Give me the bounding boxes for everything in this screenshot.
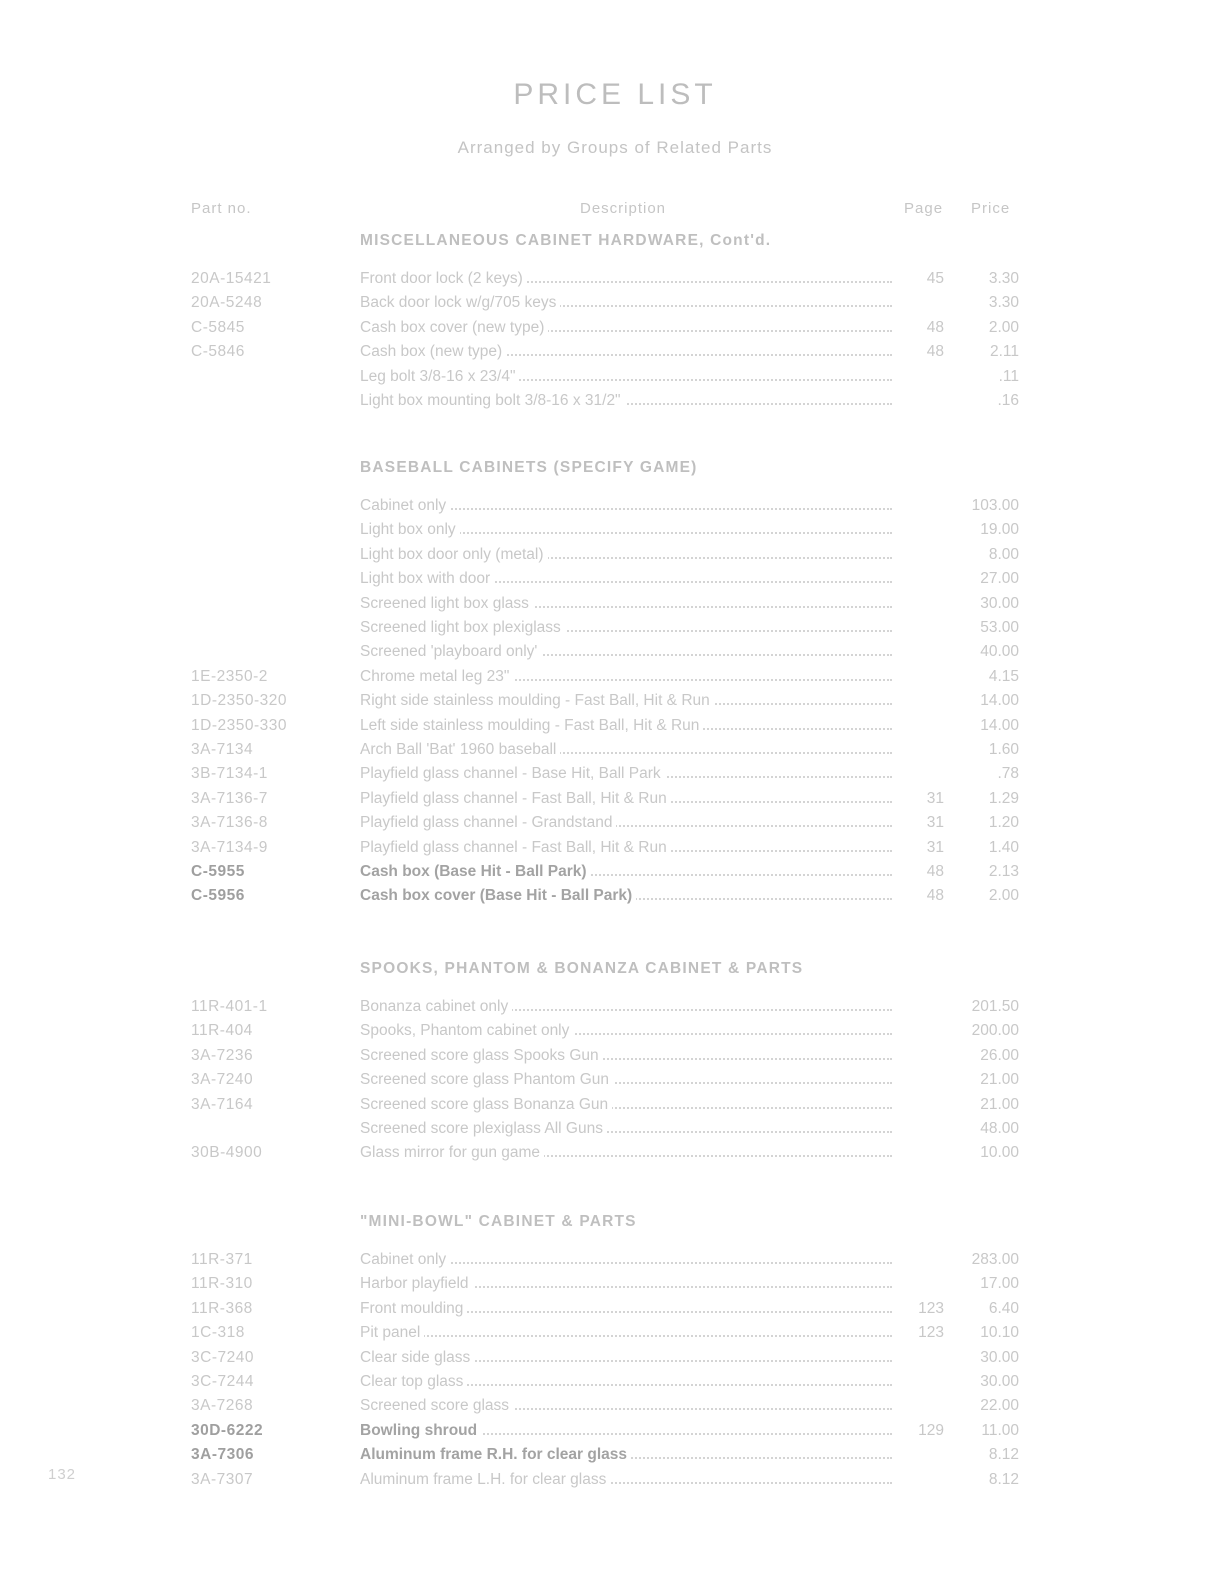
- price-row: [191, 1120, 1031, 1142]
- part-description-cell: [360, 619, 896, 637]
- part-description: Light box only: [360, 521, 460, 538]
- price-value: 103.00: [971, 497, 1019, 514]
- page-reference: 48: [926, 318, 944, 336]
- part-description-cell: [360, 1446, 896, 1464]
- price-value: 14.00: [980, 692, 1019, 710]
- part-number: 11R-401-1: [191, 998, 268, 1015]
- part-number: 3A-7164: [191, 1095, 254, 1113]
- price-value: 1.60: [988, 741, 1019, 758]
- part-description-cell: [360, 765, 896, 783]
- price-value: 8.12: [988, 1446, 1019, 1464]
- page-subtitle: Arranged by Groups of Related Parts: [457, 138, 773, 157]
- price-value: 283.00: [971, 1251, 1019, 1268]
- part-description: Screened light box plexiglass: [360, 619, 565, 636]
- price-row: [191, 998, 1031, 1020]
- page-title: PRICE LIST: [513, 78, 717, 111]
- part-description: Screened score glass Spooks Gun: [360, 1047, 603, 1064]
- part-number: 3A-7134: [191, 741, 254, 758]
- price-value: 22.00: [980, 1397, 1019, 1415]
- price-row: [191, 790, 1031, 812]
- part-description-cell: [360, 497, 896, 515]
- price-value: 53.00: [980, 619, 1019, 636]
- price-value: .16: [997, 392, 1019, 409]
- part-description: Cash box cover (new type): [360, 319, 548, 336]
- part-description: Aluminum frame L.H. for clear glass: [360, 1471, 610, 1488]
- price-row: [191, 668, 1031, 690]
- price-row: [191, 717, 1031, 739]
- section-title: SPOOKS, PHANTOM & BONANZA CABINET & PARTS: [360, 960, 804, 977]
- part-description-cell: [360, 1047, 896, 1065]
- part-description: Clear side glass: [360, 1349, 474, 1366]
- part-number: C-5846: [191, 343, 245, 361]
- column-header-description: Description: [580, 200, 667, 217]
- part-number: C-5845: [191, 318, 245, 336]
- page-reference: 48: [926, 343, 944, 361]
- price-value: 19.00: [980, 521, 1019, 539]
- part-description: Arch Ball 'Bat' 1960 baseball: [360, 741, 560, 758]
- price-row: [191, 643, 1031, 665]
- part-description-cell: [360, 595, 896, 613]
- price-row: [191, 595, 1031, 617]
- part-number: 20A-5248: [191, 294, 263, 312]
- price-row: [191, 814, 1031, 836]
- page-reference: 45: [926, 270, 944, 287]
- part-description-cell: [360, 1349, 896, 1367]
- part-description-cell: [360, 790, 896, 808]
- price-row: [191, 521, 1031, 543]
- price-value: 21.00: [980, 1071, 1019, 1089]
- page-reference: 129: [918, 1421, 944, 1439]
- part-description-cell: [360, 717, 896, 735]
- part-description-cell: [360, 1144, 896, 1162]
- part-description: Leg bolt 3/8-16 x 23/4": [360, 368, 519, 385]
- price-value: 10.00: [980, 1144, 1019, 1162]
- column-header-page: Page: [904, 200, 944, 217]
- part-number: 1C-318: [191, 1324, 245, 1342]
- column-header-part: Part no.: [191, 200, 252, 217]
- part-number: 11R-368: [191, 1299, 253, 1317]
- part-description-cell: [360, 270, 896, 288]
- part-number: 30D-6222: [191, 1421, 264, 1439]
- part-description: Back door lock w/g/705 keys: [360, 294, 560, 311]
- part-number: 30B-4900: [191, 1144, 263, 1162]
- part-number: 3A-7136-7: [191, 789, 268, 807]
- part-description: Cash box (Base Hit - Ball Park): [360, 863, 591, 880]
- part-number: 3A-7306: [191, 1446, 254, 1464]
- part-description: Screened 'playboard only': [360, 643, 541, 660]
- part-description-cell: [360, 1251, 896, 1269]
- part-description: Harbor playfield: [360, 1275, 473, 1292]
- part-description: Light box with door: [360, 570, 494, 587]
- price-value: 2.00: [988, 318, 1019, 336]
- page-number: 132: [48, 1466, 77, 1483]
- price-value: 201.50: [971, 998, 1019, 1015]
- price-row: [191, 294, 1031, 316]
- price-value: 10.10: [980, 1324, 1019, 1342]
- page-reference: 48: [926, 887, 944, 905]
- part-number: 20A-15421: [191, 270, 272, 287]
- part-description: Cabinet only: [360, 497, 450, 514]
- price-value: 27.00: [980, 570, 1019, 588]
- part-description-cell: [360, 1397, 896, 1415]
- price-value: 8.12: [988, 1470, 1019, 1488]
- part-description: Cash box cover (Base Hit - Ball Park): [360, 887, 636, 904]
- part-description-cell: [360, 814, 896, 832]
- price-value: 3.30: [988, 270, 1019, 287]
- page-reference: 31: [926, 838, 944, 856]
- price-row: [191, 1047, 1031, 1069]
- price-row: [191, 1349, 1031, 1371]
- part-description: Playfield glass channel - Fast Ball, Hit & Run: [360, 790, 671, 807]
- price-row: [191, 1422, 1031, 1444]
- page-reference: 123: [918, 1299, 944, 1317]
- part-description-cell: [360, 1422, 896, 1440]
- price-row: [191, 839, 1031, 861]
- part-description-cell: [360, 1471, 896, 1489]
- part-description: Light box mounting bolt 3/8-16 x 31/2": [360, 392, 625, 409]
- price-value: 2.11: [989, 343, 1019, 361]
- part-description-cell: [360, 863, 896, 881]
- part-description: Light box door only (metal): [360, 546, 548, 563]
- page-reference: 31: [926, 789, 944, 807]
- part-description: Left side stainless moulding - Fast Ball, Hit & Run: [360, 717, 703, 734]
- price-row: [191, 1300, 1031, 1322]
- part-number: 3A-7307: [191, 1470, 254, 1488]
- price-value: 14.00: [980, 716, 1019, 734]
- part-description-cell: [360, 521, 896, 539]
- part-description-cell: [360, 692, 896, 710]
- part-description-cell: [360, 368, 896, 386]
- price-value: 2.13: [988, 863, 1019, 880]
- price-value: 17.00: [980, 1275, 1019, 1293]
- part-description-cell: [360, 319, 896, 337]
- price-row: [191, 1251, 1031, 1273]
- part-description: Bowling shroud: [360, 1422, 481, 1439]
- price-value: 48.00: [980, 1120, 1019, 1137]
- part-description: Playfield glass channel - Fast Ball, Hit & Run: [360, 839, 671, 856]
- part-number: 3A-7240: [191, 1071, 254, 1089]
- price-row: [191, 570, 1031, 592]
- part-description: Front door lock (2 keys): [360, 270, 527, 287]
- part-description-cell: [360, 668, 896, 686]
- price-row: [191, 863, 1031, 885]
- part-description: Right side stainless moulding - Fast Ball, Hit & Run: [360, 692, 714, 709]
- price-row: [191, 270, 1031, 292]
- price-value: 200.00: [971, 1022, 1019, 1040]
- section-title: MISCELLANEOUS CABINET HARDWARE, Cont'd.: [360, 232, 772, 249]
- part-description: Cabinet only: [360, 1251, 450, 1268]
- price-row: [191, 765, 1031, 787]
- part-number: 11R-404: [191, 1022, 253, 1040]
- price-value: 30.00: [980, 1373, 1019, 1390]
- price-row: [191, 1275, 1031, 1297]
- part-description-cell: [360, 1071, 896, 1089]
- price-row: [191, 1471, 1031, 1493]
- price-value: 3.30: [988, 294, 1019, 312]
- part-description: Pit panel: [360, 1324, 424, 1341]
- part-description-cell: [360, 839, 896, 857]
- price-value: 26.00: [980, 1046, 1019, 1064]
- part-description-cell: [360, 741, 896, 759]
- column-header-price: Price: [971, 200, 1011, 217]
- page-reference: 123: [918, 1324, 944, 1342]
- price-row: [191, 1373, 1031, 1395]
- part-description: Screened score glass Bonanza Gun: [360, 1096, 612, 1113]
- part-description: Clear top glass: [360, 1373, 467, 1390]
- price-row: [191, 1096, 1031, 1118]
- price-value: 8.00: [988, 545, 1019, 563]
- price-value: 30.00: [980, 594, 1019, 612]
- section-title: "MINI-BOWL" CABINET & PARTS: [360, 1213, 637, 1230]
- price-row: [191, 1144, 1031, 1166]
- price-row: [191, 887, 1031, 909]
- part-description: Chrome metal leg 23": [360, 668, 513, 685]
- price-row: [191, 692, 1031, 714]
- part-description: Playfield glass channel - Base Hit, Ball Park: [360, 765, 665, 782]
- part-description-cell: [360, 1275, 896, 1293]
- part-description: Cash box (new type): [360, 343, 506, 360]
- part-description-cell: [360, 998, 896, 1016]
- part-number: 3B-7134-1: [191, 765, 268, 783]
- part-number: 3A-7236: [191, 1046, 254, 1064]
- part-description-cell: [360, 1096, 896, 1114]
- part-description: Screened light box glass: [360, 595, 533, 612]
- part-number: 3C-7244: [191, 1373, 254, 1390]
- section-title: BASEBALL CABINETS (SPECIFY GAME): [360, 459, 698, 476]
- part-number: 1D-2350-330: [191, 716, 287, 734]
- part-description: Screened score plexiglass All Guns: [360, 1120, 607, 1137]
- price-value: .11: [998, 367, 1019, 385]
- part-description: Screened score glass: [360, 1397, 513, 1414]
- price-value: 4.15: [988, 667, 1019, 685]
- part-number: 3C-7240: [191, 1348, 254, 1366]
- part-number: C-5955: [191, 863, 245, 880]
- price-row: [191, 1397, 1031, 1419]
- price-value: .78: [997, 765, 1019, 783]
- part-number: 11R-310: [191, 1275, 253, 1293]
- part-description: Front moulding: [360, 1300, 467, 1317]
- price-value: 1.20: [988, 814, 1019, 832]
- part-number: 3A-7134-9: [191, 838, 268, 856]
- part-description-cell: [360, 570, 896, 588]
- part-description-cell: [360, 643, 896, 661]
- price-row: [191, 319, 1031, 341]
- part-description-cell: [360, 1022, 896, 1040]
- part-description-cell: [360, 1324, 896, 1342]
- price-value: 1.29: [988, 789, 1019, 807]
- part-number: 11R-371: [191, 1251, 253, 1268]
- price-value: 2.00: [988, 887, 1019, 905]
- price-value: 21.00: [980, 1095, 1019, 1113]
- part-number: C-5956: [191, 887, 245, 905]
- price-row: [191, 546, 1031, 568]
- price-row: [191, 368, 1031, 390]
- part-description: Screened score glass Phantom Gun: [360, 1071, 613, 1088]
- part-description-cell: [360, 1120, 896, 1138]
- part-description-cell: [360, 1373, 896, 1391]
- part-number: 3A-7136-8: [191, 814, 268, 832]
- part-description: Spooks, Phantom cabinet only: [360, 1022, 573, 1039]
- part-description: Glass mirror for gun game: [360, 1144, 544, 1161]
- part-description-cell: [360, 546, 896, 564]
- price-value: 30.00: [980, 1348, 1019, 1366]
- part-number: 1E-2350-2: [191, 667, 268, 685]
- part-description-cell: [360, 887, 896, 905]
- price-row: [191, 1071, 1031, 1093]
- price-row: [191, 619, 1031, 641]
- price-row: [191, 1022, 1031, 1044]
- part-description-cell: [360, 392, 896, 410]
- price-row: [191, 343, 1031, 365]
- part-description: Bonanza cabinet only: [360, 998, 512, 1015]
- price-row: [191, 1446, 1031, 1468]
- part-description-cell: [360, 1300, 896, 1318]
- price-value: 1.40: [988, 838, 1019, 856]
- part-number: 3A-7268: [191, 1397, 254, 1415]
- price-value: 6.40: [988, 1299, 1019, 1317]
- price-value: 11.00: [981, 1421, 1019, 1439]
- price-row: [191, 392, 1031, 414]
- price-row: [191, 741, 1031, 763]
- part-number: 1D-2350-320: [191, 692, 287, 710]
- part-description: Playfield glass channel - Grandstand: [360, 814, 616, 831]
- page-reference: 48: [926, 863, 944, 880]
- price-value: 40.00: [980, 643, 1019, 661]
- page-reference: 31: [926, 814, 944, 832]
- price-row: [191, 1324, 1031, 1346]
- price-row: [191, 497, 1031, 519]
- part-description-cell: [360, 343, 896, 361]
- part-description-cell: [360, 294, 896, 312]
- part-description: Aluminum frame R.H. for clear glass: [360, 1446, 631, 1463]
